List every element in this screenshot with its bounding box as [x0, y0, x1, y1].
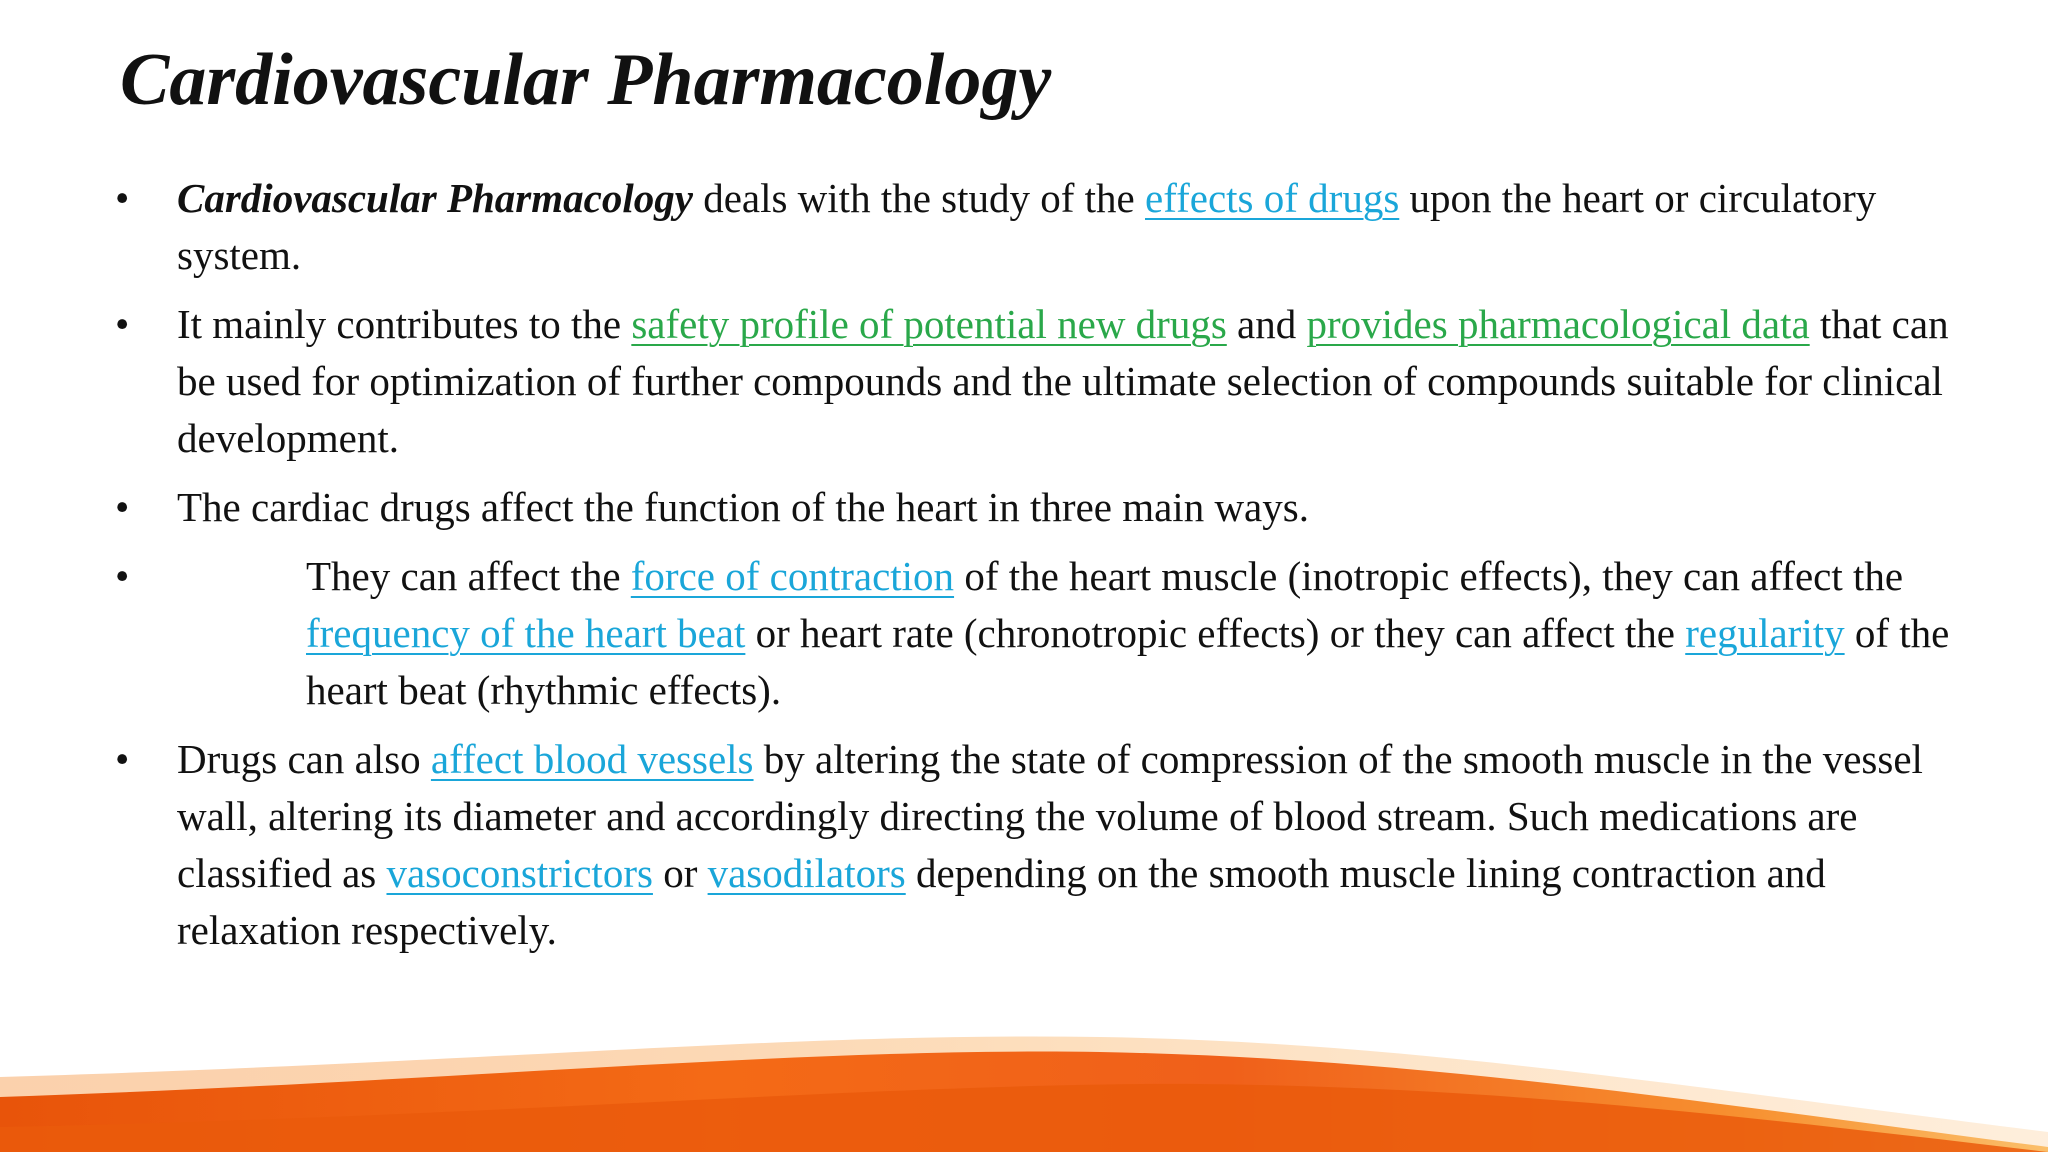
bullet-list: [110, 170, 1970, 971]
bullet-marker: •: [115, 484, 130, 530]
emphasized-term: Cardiovascular Pharmacology: [177, 175, 693, 221]
bullet-item: [110, 731, 1970, 959]
bullet-text: [177, 548, 1970, 719]
text-segment: depending on the smooth muscle lining contraction and relaxation respectively.: [177, 850, 1826, 953]
decorative-orange-wave: [0, 1022, 2048, 1152]
text-segment: The cardiac drugs affect the function of the heart in three main ways.: [177, 484, 1309, 530]
bullet-item: [110, 479, 1970, 536]
bullet-text: [177, 175, 1876, 278]
text-segment: or heart rate (chronotropic effects) or they can affect the: [745, 610, 1686, 656]
text-segment: upon the heart or circulatory system.: [177, 175, 1877, 278]
text-segment: of the heart muscle (inotropic effects), they can affect the: [954, 553, 1904, 599]
bullet-text: [177, 736, 1923, 953]
hyperlink[interactable]: safety profile of potential new drugs: [631, 301, 1227, 347]
bullet-text: [177, 301, 1949, 461]
text-segment: It mainly contributes to the: [177, 301, 632, 347]
hyperlink[interactable]: provides pharmacological data: [1306, 301, 1810, 347]
text-segment: and: [1226, 301, 1307, 347]
bullet-text: [177, 484, 1309, 530]
text-segment: deals with the study of the: [692, 175, 1145, 221]
bullet-marker: •: [115, 301, 130, 347]
text-segment: by altering the state of compression of the smooth muscle in the vessel wall, altering its diameter and accordingly directing the volume of blood stream. Such medications are classified as: [177, 736, 1923, 896]
text-segment: that can be used for optimization of further compounds and the ultimate selection of compounds suitable for clinical development.: [177, 301, 1949, 461]
bullet-item: [110, 296, 1970, 467]
hyperlink[interactable]: force of contraction: [630, 553, 955, 599]
text-segment: or: [652, 850, 708, 896]
bullet-item: [110, 548, 1970, 719]
hyperlink[interactable]: vasoconstrictors: [386, 850, 653, 896]
bullet-item: [110, 170, 1970, 284]
bullet-marker: •: [115, 553, 130, 599]
bullet-marker: •: [115, 736, 130, 782]
hyperlink[interactable]: frequency of the heart beat: [306, 610, 746, 656]
hyperlink[interactable]: affect blood vessels: [430, 736, 754, 782]
slide-title: Cardiovascular Pharmacology: [120, 39, 1052, 121]
hyperlink[interactable]: regularity: [1685, 610, 1845, 656]
text-segment: Drugs can also: [177, 736, 431, 782]
hyperlink[interactable]: effects of drugs: [1145, 175, 1400, 221]
text-segment: They can affect the: [306, 553, 631, 599]
hyperlink[interactable]: vasodilators: [707, 850, 906, 896]
text-segment: of the heart beat (rhythmic effects).: [306, 610, 1950, 713]
bullet-marker: •: [115, 175, 130, 221]
